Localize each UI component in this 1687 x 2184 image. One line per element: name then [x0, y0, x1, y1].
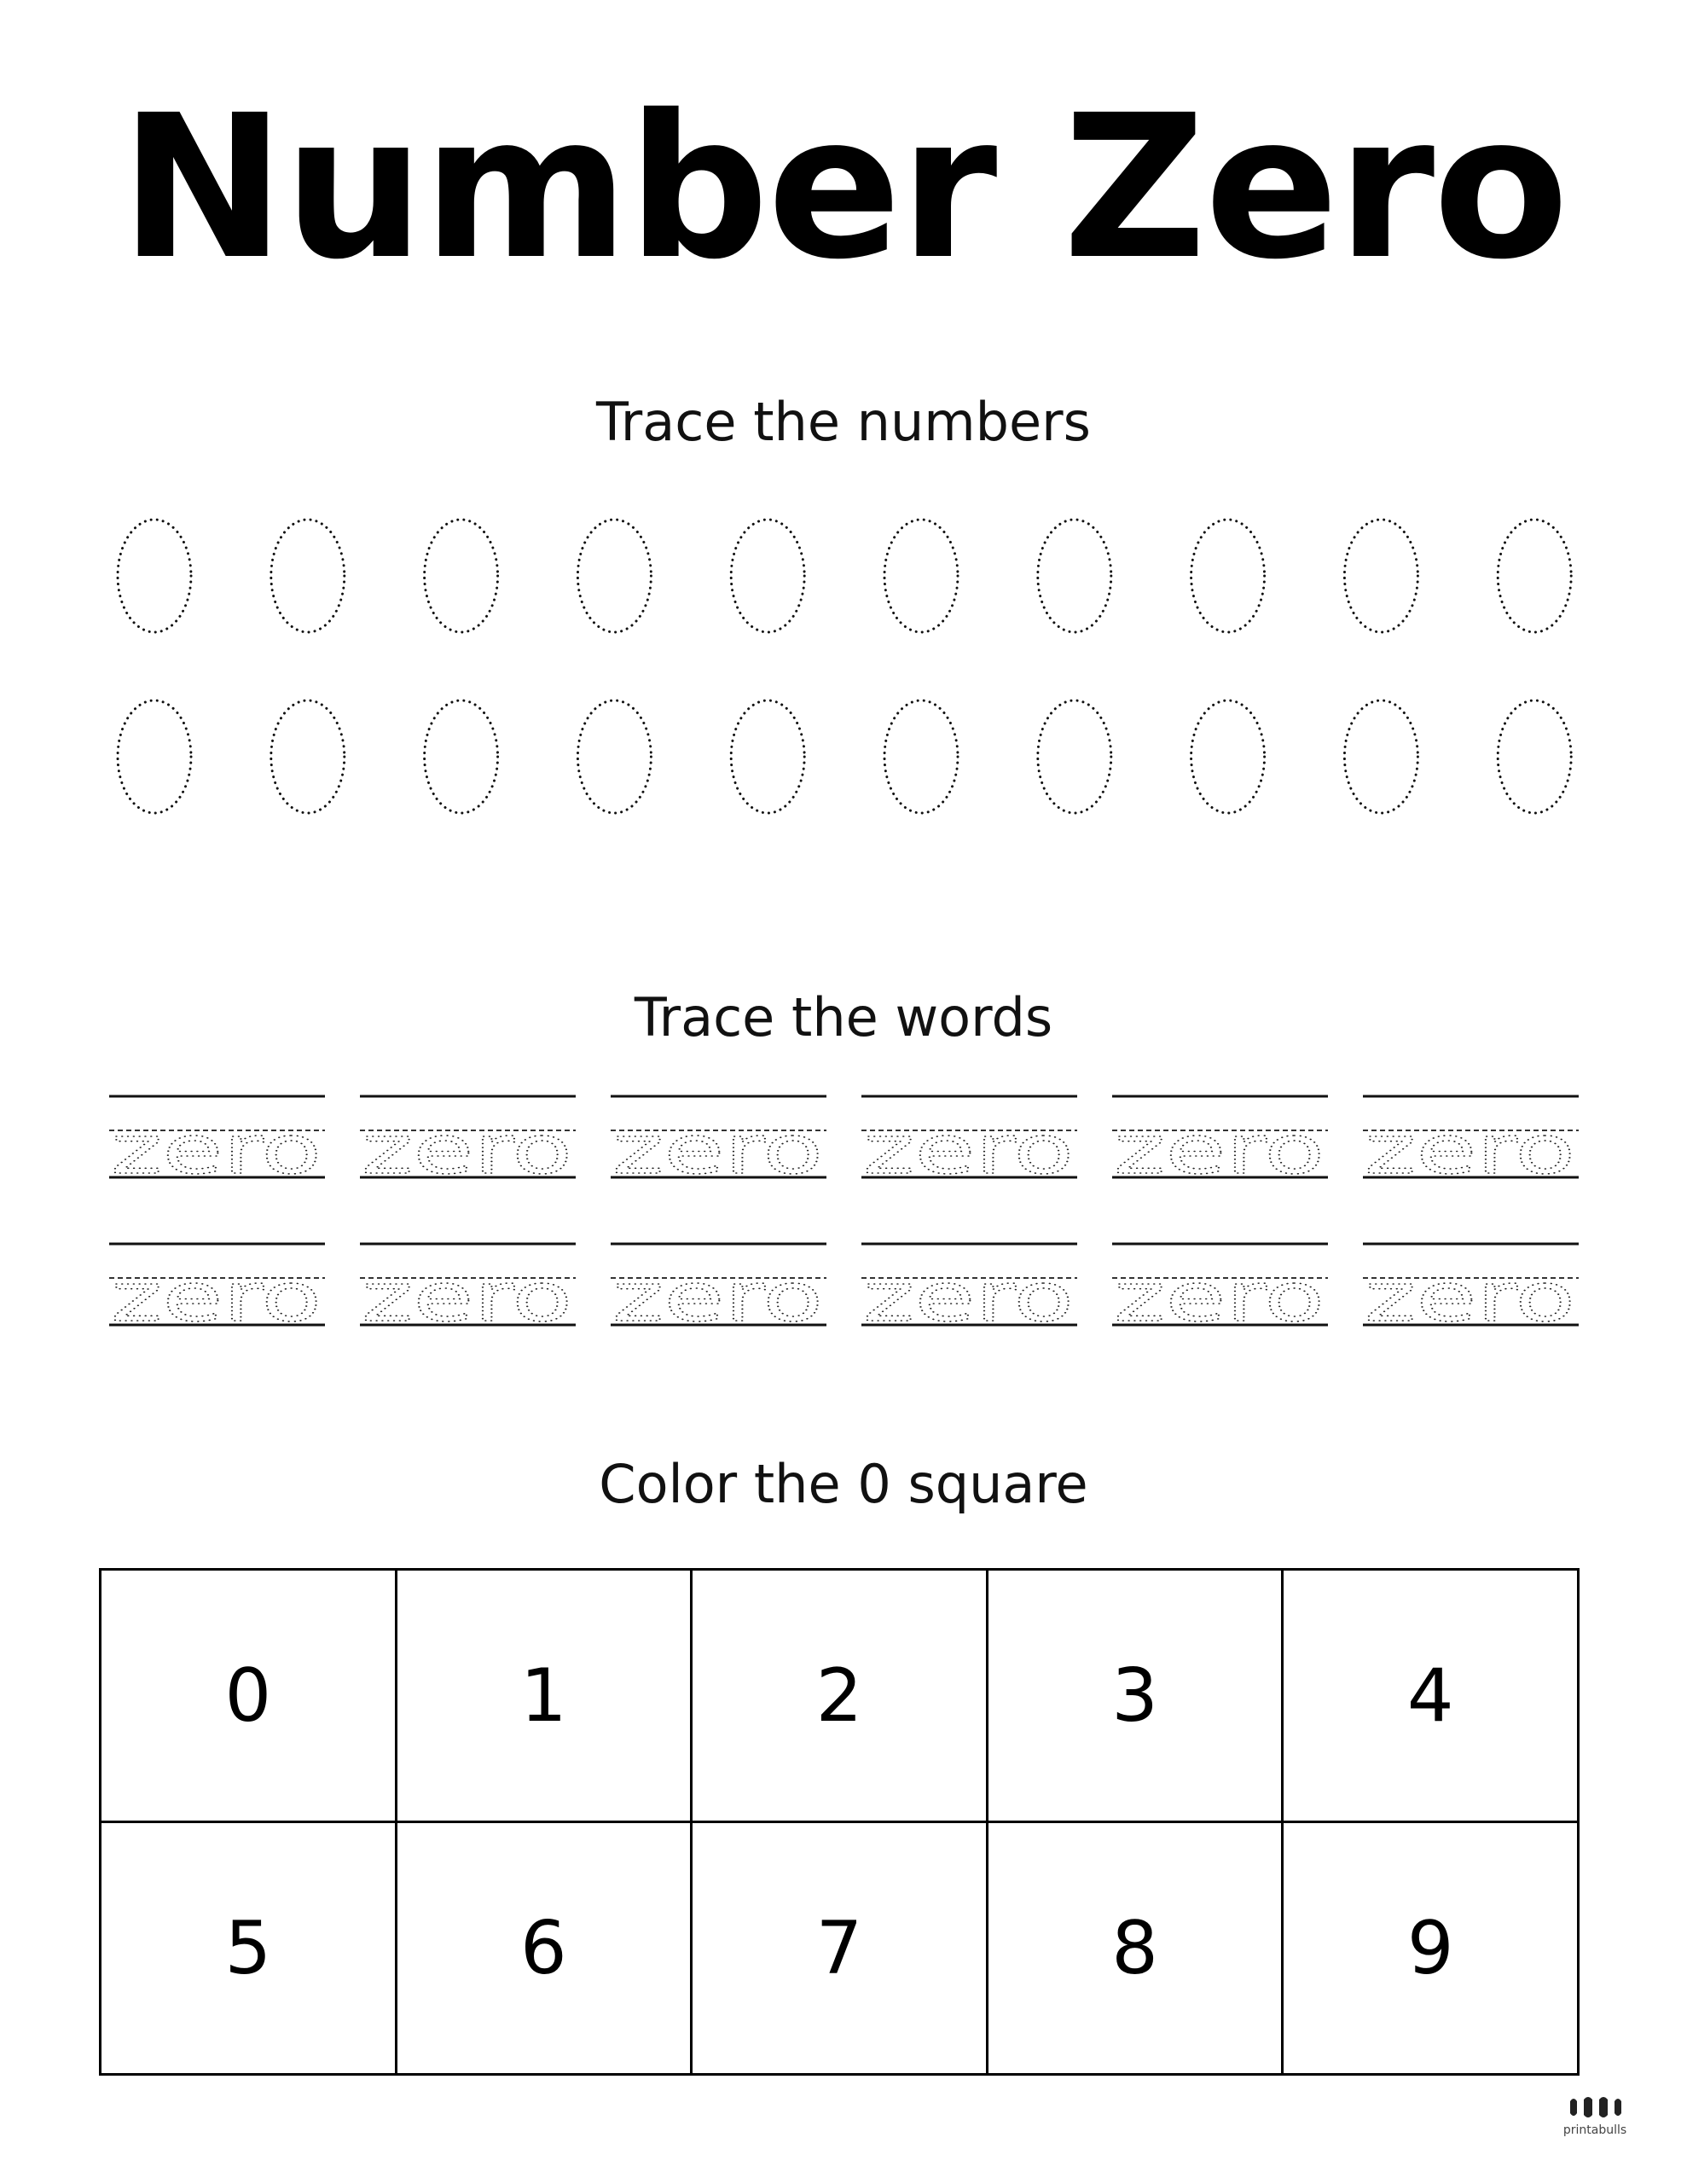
- grid-cell[interactable]: 3: [987, 1570, 1283, 1822]
- trace-word-text: zero: [612, 1260, 823, 1337]
- trace-word-line[interactable]: [1363, 1096, 1579, 1189]
- trace-word-text: zero: [1365, 1260, 1575, 1337]
- trace-words-heading: Trace the words: [634, 986, 1053, 1048]
- trace-word-line[interactable]: [1112, 1096, 1328, 1189]
- trace-word-text: zero: [612, 1112, 823, 1189]
- trace-word-line[interactable]: [1112, 1244, 1328, 1337]
- trace-word-text: zero: [1365, 1112, 1575, 1189]
- trace-word-text: zero: [1114, 1260, 1325, 1337]
- grid-cell[interactable]: 8: [987, 1822, 1283, 2075]
- grid-cell[interactable]: 1: [396, 1570, 692, 1822]
- trace-word-line[interactable]: [109, 1244, 325, 1337]
- grid-cell[interactable]: 4: [1283, 1570, 1579, 1822]
- trace-numbers-heading: Trace the numbers: [596, 391, 1091, 453]
- trace-word-text: zero: [1114, 1112, 1325, 1189]
- trace-word-line[interactable]: [611, 1096, 826, 1189]
- grid-cell[interactable]: 5: [101, 1822, 397, 2075]
- grid-cell[interactable]: 0: [101, 1570, 397, 1822]
- grid-cell[interactable]: 7: [692, 1822, 988, 2075]
- grid-cell[interactable]: 6: [396, 1822, 692, 2075]
- trace-word-line[interactable]: [611, 1244, 826, 1337]
- trace-word-line[interactable]: [861, 1096, 1077, 1189]
- trace-word-text: zero: [863, 1260, 1074, 1337]
- trace-word-line[interactable]: [1363, 1244, 1579, 1337]
- brand-name: printabulls: [1562, 2123, 1627, 2137]
- color-square-heading: Color the 0 square: [599, 1453, 1088, 1515]
- trace-word-text: zero: [863, 1112, 1074, 1189]
- trace-word-line[interactable]: [360, 1244, 576, 1337]
- trace-word-text: zero: [362, 1260, 572, 1337]
- grid-cell[interactable]: 2: [692, 1570, 988, 1822]
- number-grid: [99, 1568, 1580, 2076]
- brand-logo: [1552, 2094, 1638, 2137]
- trace-word-text: zero: [111, 1112, 322, 1189]
- trace-word-text: zero: [111, 1260, 322, 1337]
- trace-word-line[interactable]: [360, 1096, 576, 1189]
- trace-word-line[interactable]: [109, 1096, 325, 1189]
- trace-word-line[interactable]: [861, 1244, 1077, 1337]
- grid-cell[interactable]: 9: [1283, 1822, 1579, 2075]
- page-title: Number Zero: [119, 73, 1568, 303]
- grid-row: [101, 1822, 1579, 2075]
- bull-icon: [1565, 2094, 1625, 2123]
- grid-row: [101, 1570, 1579, 1822]
- trace-word-text: zero: [362, 1112, 572, 1189]
